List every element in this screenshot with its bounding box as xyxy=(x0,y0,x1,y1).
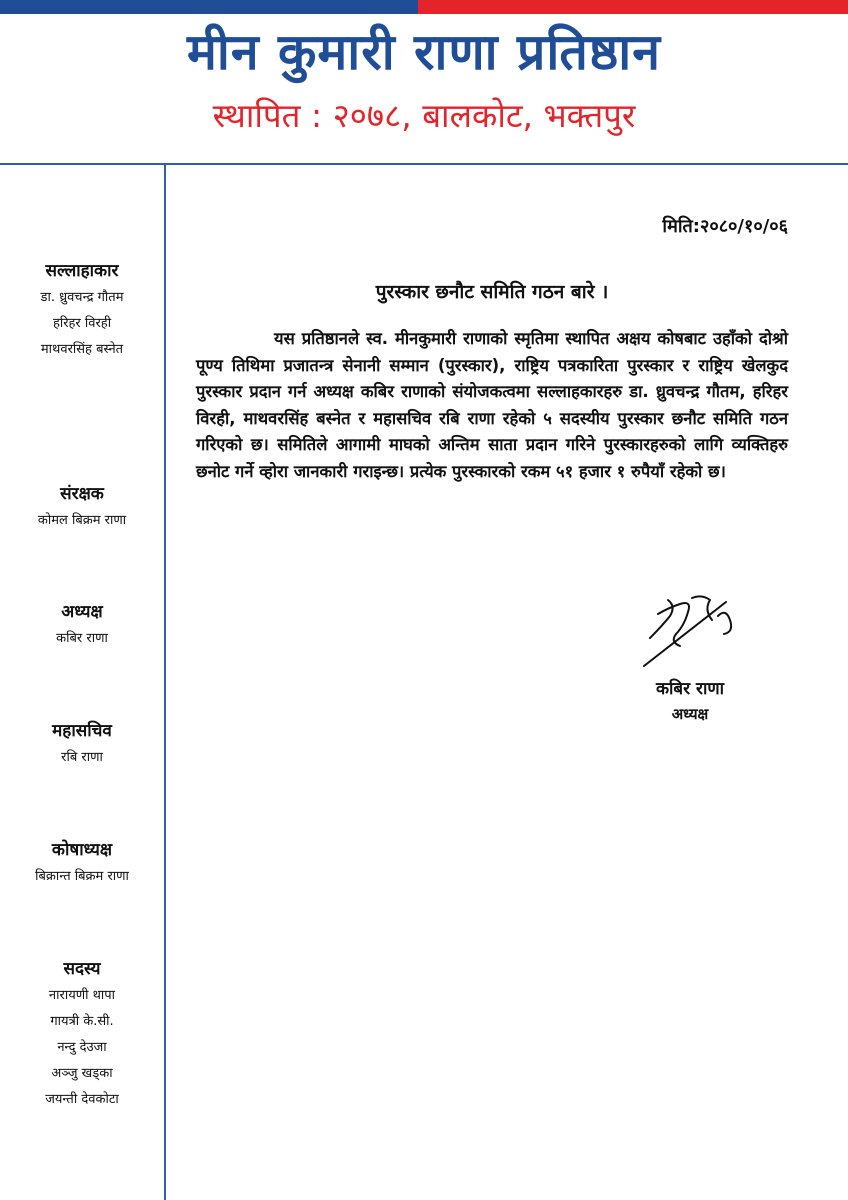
signer-name: कबिर राणा xyxy=(655,679,725,699)
top-bar-red xyxy=(418,0,848,14)
signer-title: अध्यक्ष xyxy=(671,705,709,723)
letter-subject: पुरस्कार छनौट समिति गठन बारे । xyxy=(375,281,609,303)
treasurer-title: कोषाध्यक्ष xyxy=(51,840,113,860)
advisor-name: हरिहर विरही xyxy=(52,316,112,331)
member-name: नारायणी थापा xyxy=(48,988,116,1003)
advisor-name: डा. ध्रुवचन्द्र गौतम xyxy=(40,290,124,305)
member-name: गायत्री के.सी. xyxy=(50,1014,114,1029)
advisors-title: सल्लाहाकार xyxy=(45,261,119,281)
patron-title: संरक्षक xyxy=(60,484,104,504)
general-secretary-group xyxy=(0,717,164,771)
patron-group xyxy=(0,480,164,534)
established-line: स्थापित : २०७८, बालकोट, भक्तपुर xyxy=(212,96,636,135)
letter-body: यस प्रतिष्ठानले स्व. मीनकुमारी राणाको स्मृतिमा स्थापित अक्षय कोषबाट उहाँको दोश्रो पूण्य तिथिमा प्रजातन्त्र सेनानी सम्मान (पुरस्कार), राष्ट्रिय पत्रकारिता पुरस्कार र राष्ट्रिय खेलकुद पुरस्कार प्रदान गर्न अध्यक्ष कबिर राणाको संयोजकत्वमा सल्लाहकारहरु डा. ध्रुवचन्द्र गौतम, हरिहर विरही, माथवरसिंह बस्नेत र महासचिव रबि राणा रहेको ५ सदस्यीय पुरस्कार छनौट समिति गठन गरिएको छ। समितिले आगामी माघको अन्तिम साता प्रदान गरिने पुरस्कारहरुको लागि व्यक्तिहरु छनोट गर्ने व्होरा जानकारी गराइन्छ। प्रत्येक पुरस्कारको रकम ५१ हजार १ रुपैयाँ रहेको छ। xyxy=(196,329,788,481)
member-name: नन्दु देउजा xyxy=(57,1040,107,1055)
president-group xyxy=(0,598,164,652)
general-secretary-title: महासचिव xyxy=(52,721,112,741)
header-divider xyxy=(0,163,848,165)
members-title: सदस्य xyxy=(63,959,101,979)
member-name: अञ्जु खड्का xyxy=(51,1066,113,1081)
general-secretary-name: रबि राणा xyxy=(61,750,103,765)
sidebar-divider xyxy=(164,165,166,1200)
president-name: कबिर राणा xyxy=(56,631,108,646)
president-title: अध्यक्ष xyxy=(61,602,103,622)
members-group xyxy=(0,955,164,1113)
treasurer-name: बिक्रान्त बिक्रम राणा xyxy=(35,869,129,884)
organization-name: मीन कुमारी राणा प्रतिष्ठान xyxy=(186,23,662,81)
top-bar-blue xyxy=(0,0,418,14)
treasurer-group xyxy=(0,836,164,890)
top-color-bar xyxy=(0,0,848,14)
signature-icon xyxy=(640,586,760,676)
member-name: जयन्ती देवकोटा xyxy=(45,1092,119,1107)
patron-name: कोमल बिक्रम राणा xyxy=(37,513,127,528)
advisors-group xyxy=(0,257,164,363)
letter-date: मिति:२०८०/१०/०६ xyxy=(662,216,788,237)
advisor-name: माथवरसिंह बस्नेत xyxy=(40,342,124,357)
